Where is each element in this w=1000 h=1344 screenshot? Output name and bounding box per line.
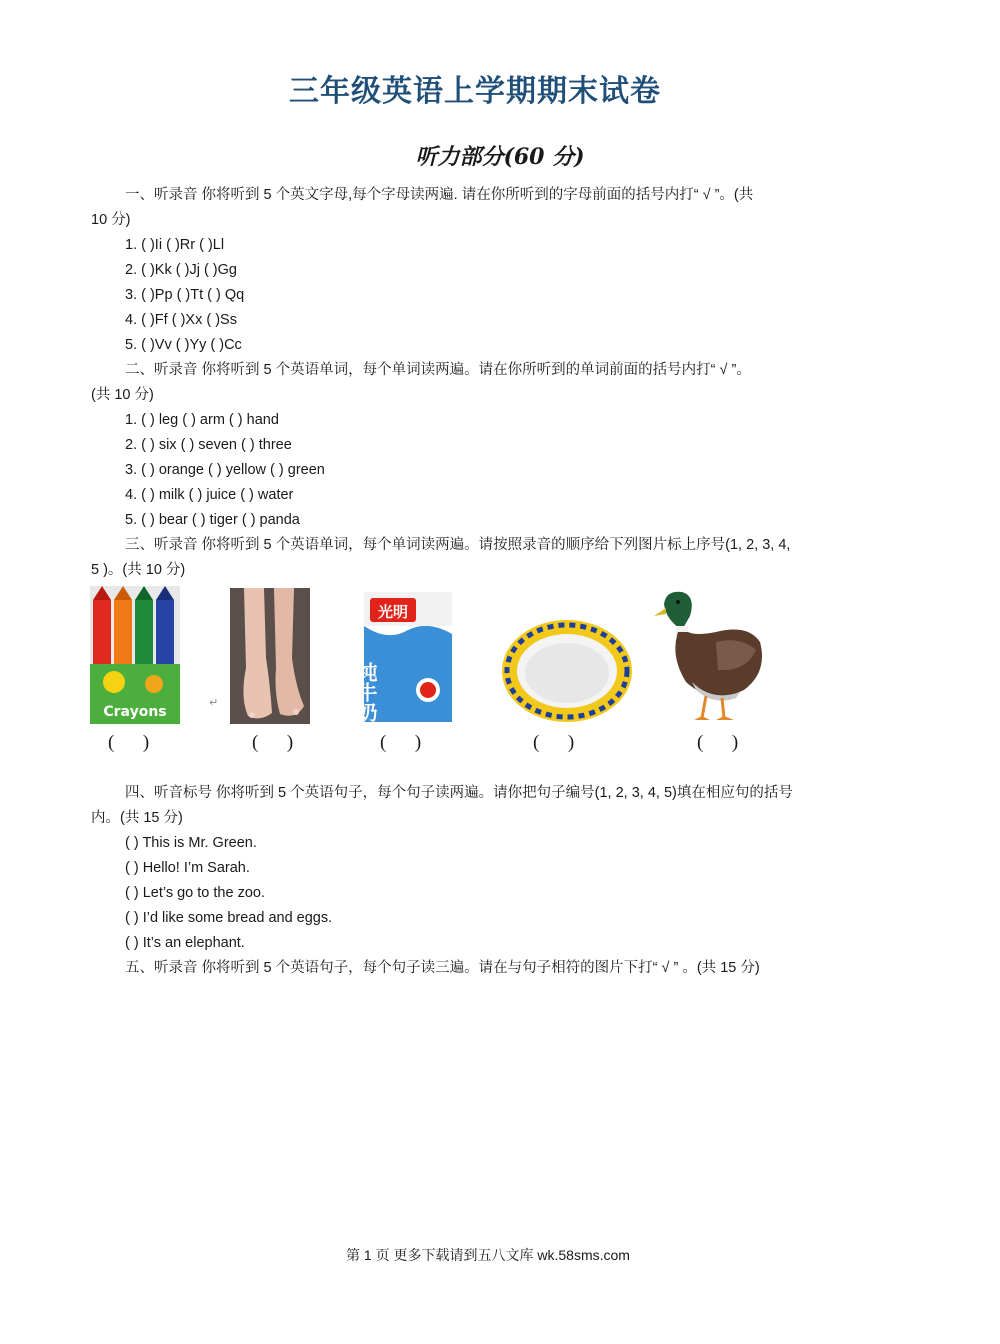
list-item: ( ) This is Mr. Green. <box>125 835 257 851</box>
duck-image <box>656 586 768 724</box>
list-item: 3. ( ) orange ( ) yellow ( ) green <box>125 462 325 478</box>
section-subtitle: 听力部分(60 分) <box>415 144 585 170</box>
list-item: ( ) Hello! I’m Sarah. <box>125 860 250 876</box>
return-mark: ↵ <box>209 697 219 709</box>
feet-image <box>230 588 310 724</box>
section3-heading: 三、听录音 你将听到 5 个英语单词，每个单词读两遍。请按照录音的顺序给下列图片标上序号(1, 2, 3, 4, <box>125 537 791 553</box>
section2-heading-cont: (共 10 分) <box>91 387 154 403</box>
plate-image <box>500 618 634 724</box>
page-footer: 第 1 页 更多下载请到五八文库 wk.58sms.com <box>346 1247 630 1263</box>
list-item: 1. ( ) leg ( ) arm ( ) hand <box>125 412 279 428</box>
list-item: 4. ( )Ff ( )Xx ( )Ss <box>125 312 237 328</box>
answer-bracket[interactable]: ( ) <box>380 732 422 753</box>
list-item: 3. ( )Pp ( )Tt ( ) Qq <box>125 287 245 303</box>
section3-heading-cont: 5 )。(共 10 分) <box>91 562 186 578</box>
milk-carton-image <box>354 590 456 724</box>
milk-text: 纯牛奶 <box>354 662 378 722</box>
answer-bracket[interactable]: ( ) <box>108 732 150 753</box>
crayons-image <box>90 586 180 724</box>
list-item: ( ) It’s an elephant. <box>125 935 245 951</box>
list-item: 5. ( ) bear ( ) tiger ( ) panda <box>125 512 300 528</box>
list-item: 2. ( ) six ( ) seven ( ) three <box>125 437 292 453</box>
section5-heading: 五、听录音 你将听到 5 个英语句子，每个句子读三遍。请在与句子相符的图片下打“ √ ” 。(共 15 分) <box>125 960 760 976</box>
answer-bracket[interactable]: ( ) <box>252 732 294 753</box>
section4-heading-cont: 内。(共 15 分) <box>91 810 183 826</box>
picture-row <box>88 586 888 766</box>
list-item: ( ) I’d like some bread and eggs. <box>125 910 333 926</box>
section1-heading: 一、听录音 你将听到 5 个英文字母,每个字母读两遍. 请在你所听到的字母前面的括号内打“ √ ”。(共 <box>125 187 754 203</box>
list-item: 4. ( ) milk ( ) juice ( ) water <box>125 487 294 503</box>
crayons-label: Crayons <box>103 704 167 720</box>
list-item: 1. ( )Ii ( )Rr ( )Ll <box>125 237 225 253</box>
section1-heading-cont: 10 分) <box>91 212 131 228</box>
section2-heading: 二、听录音 你将听到 5 个英语单词，每个单词读两遍。请在你所听到的单词前面的括号内打“ √ ”。 <box>125 362 751 378</box>
list-item: 5. ( )Vv ( )Yy ( )Cc <box>125 337 242 353</box>
list-item: 2. ( )Kk ( )Jj ( )Gg <box>125 262 237 278</box>
answer-bracket[interactable]: ( ) <box>697 732 739 753</box>
list-item: ( ) Let’s go to the zoo. <box>125 885 265 901</box>
milk-brand: 光明 <box>377 603 409 621</box>
section4-heading: 四、听音标号 你将听到 5 个英语句子，每个句子读两遍。请你把句子编号(1, 2, 3, 4, 5)填在相应句的括号 <box>125 785 793 801</box>
page-title: 三年级英语上学期期末试卷 <box>289 74 661 109</box>
answer-bracket[interactable]: ( ) <box>533 732 575 753</box>
